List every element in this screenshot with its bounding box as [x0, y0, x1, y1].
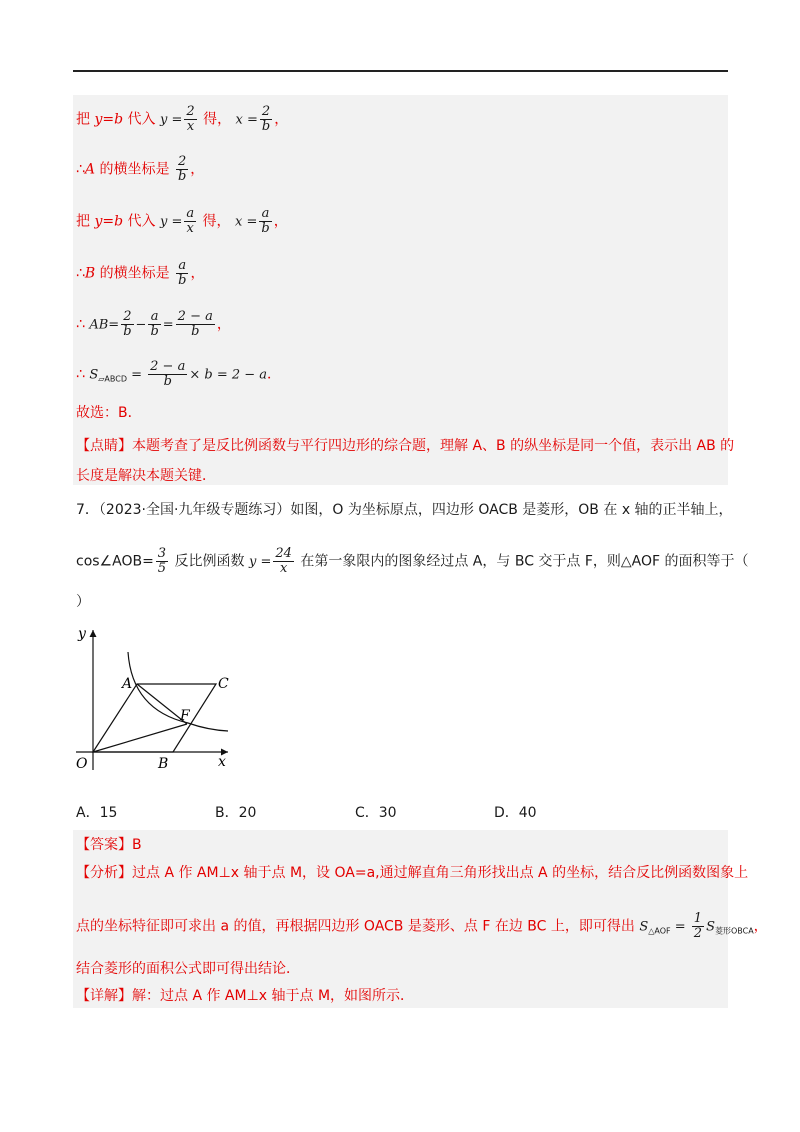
option-c: C．30 [355, 805, 397, 821]
rhombus-figure [68, 620, 248, 780]
segment-of [93, 724, 187, 752]
solution-box [73, 95, 728, 485]
solution-line-9: 长度是解决本题关键． [76, 468, 216, 484]
question-line-1: 7．（2023·全国·九年级专题练习）如图，O 为坐标原点，四边形 OACB 是菱形，OB 在 x 轴的正半轴上， [76, 502, 733, 518]
solution-line-2: ∴A 的横坐标是 $\frac{2}{b}$ ， [76, 154, 205, 184]
label-x: x [218, 754, 226, 770]
solution-line-5: ∴ AB= $\frac{2}{b}$ − $\frac{a}{b}$ = $\frac{2 - a}{b}$ ， [76, 309, 231, 339]
option-d: D．40 [494, 805, 537, 821]
solution-line-6: ∴ $S_{▱ABCD}$ = $\frac{2 - a}{b}$ × b = 2 − a． [76, 359, 282, 389]
option-b: B．20 [215, 805, 257, 821]
answer-line-5: 【详解】解：过点 A 作 AM⊥x 轴于点 M，如图所示． [76, 988, 415, 1004]
solution-line-3: 把 y=b 代入 y = $\frac{a}{x}$ 得， x = $\frac{a}{b}$ ， [76, 206, 288, 236]
solution-line-4: ∴B 的横坐标是 $\frac{a}{b}$ ， [76, 258, 205, 288]
answer-line-2: 【分析】过点 A 作 AM⊥x 轴于点 M，设 OA=a,通过解直角三角形找出点 A 的坐标，结合反比例函数图象上 [76, 865, 749, 881]
label-y: y [78, 626, 86, 642]
label-o: O [76, 756, 88, 772]
label-a: A [122, 676, 133, 692]
label-f: F [180, 708, 190, 724]
answer-line-4: 结合菱形的面积公式即可得出结论． [76, 961, 300, 977]
rhombus-oacb [93, 684, 216, 752]
question-line-2: cos∠AOB= $\frac{3}{5}$ 反比例函数 y = $\frac{24}{x}$ 在第一象限内的图象经过点 A，与 BC 交于点 F，则△AOF 的面积等于（ [76, 546, 749, 576]
answer-line-3: 点的坐标特征即可求出 a 的值，再根据四边形 OACB 是菱形、点 F 在边 BC 上，即可得出 $S_{\triangle AOF}$ = $\frac{1}{2}$ $S_{菱形OBCA}$， [76, 911, 768, 941]
solution-line-7: 故选：B． [76, 405, 142, 421]
question-line-3: ） [76, 594, 90, 610]
label-b: B [158, 756, 169, 772]
option-a: A．15 [76, 805, 118, 821]
header-rule [73, 70, 728, 72]
solution-line-8: 【点睛】本题考查了是反比例函数与平行四边形的综合题，理解 A、B 的纵坐标是同一个值，表示出 AB 的 [76, 438, 735, 454]
solution-line-1: 把 y=b 代入 y = $\frac{2}{x}$ 得， x = $\frac{2}{b}$ ， [76, 104, 289, 134]
hyperbola-curve [128, 652, 228, 731]
label-c: C [218, 676, 229, 692]
answer-line-1: 【答案】B [76, 837, 142, 853]
